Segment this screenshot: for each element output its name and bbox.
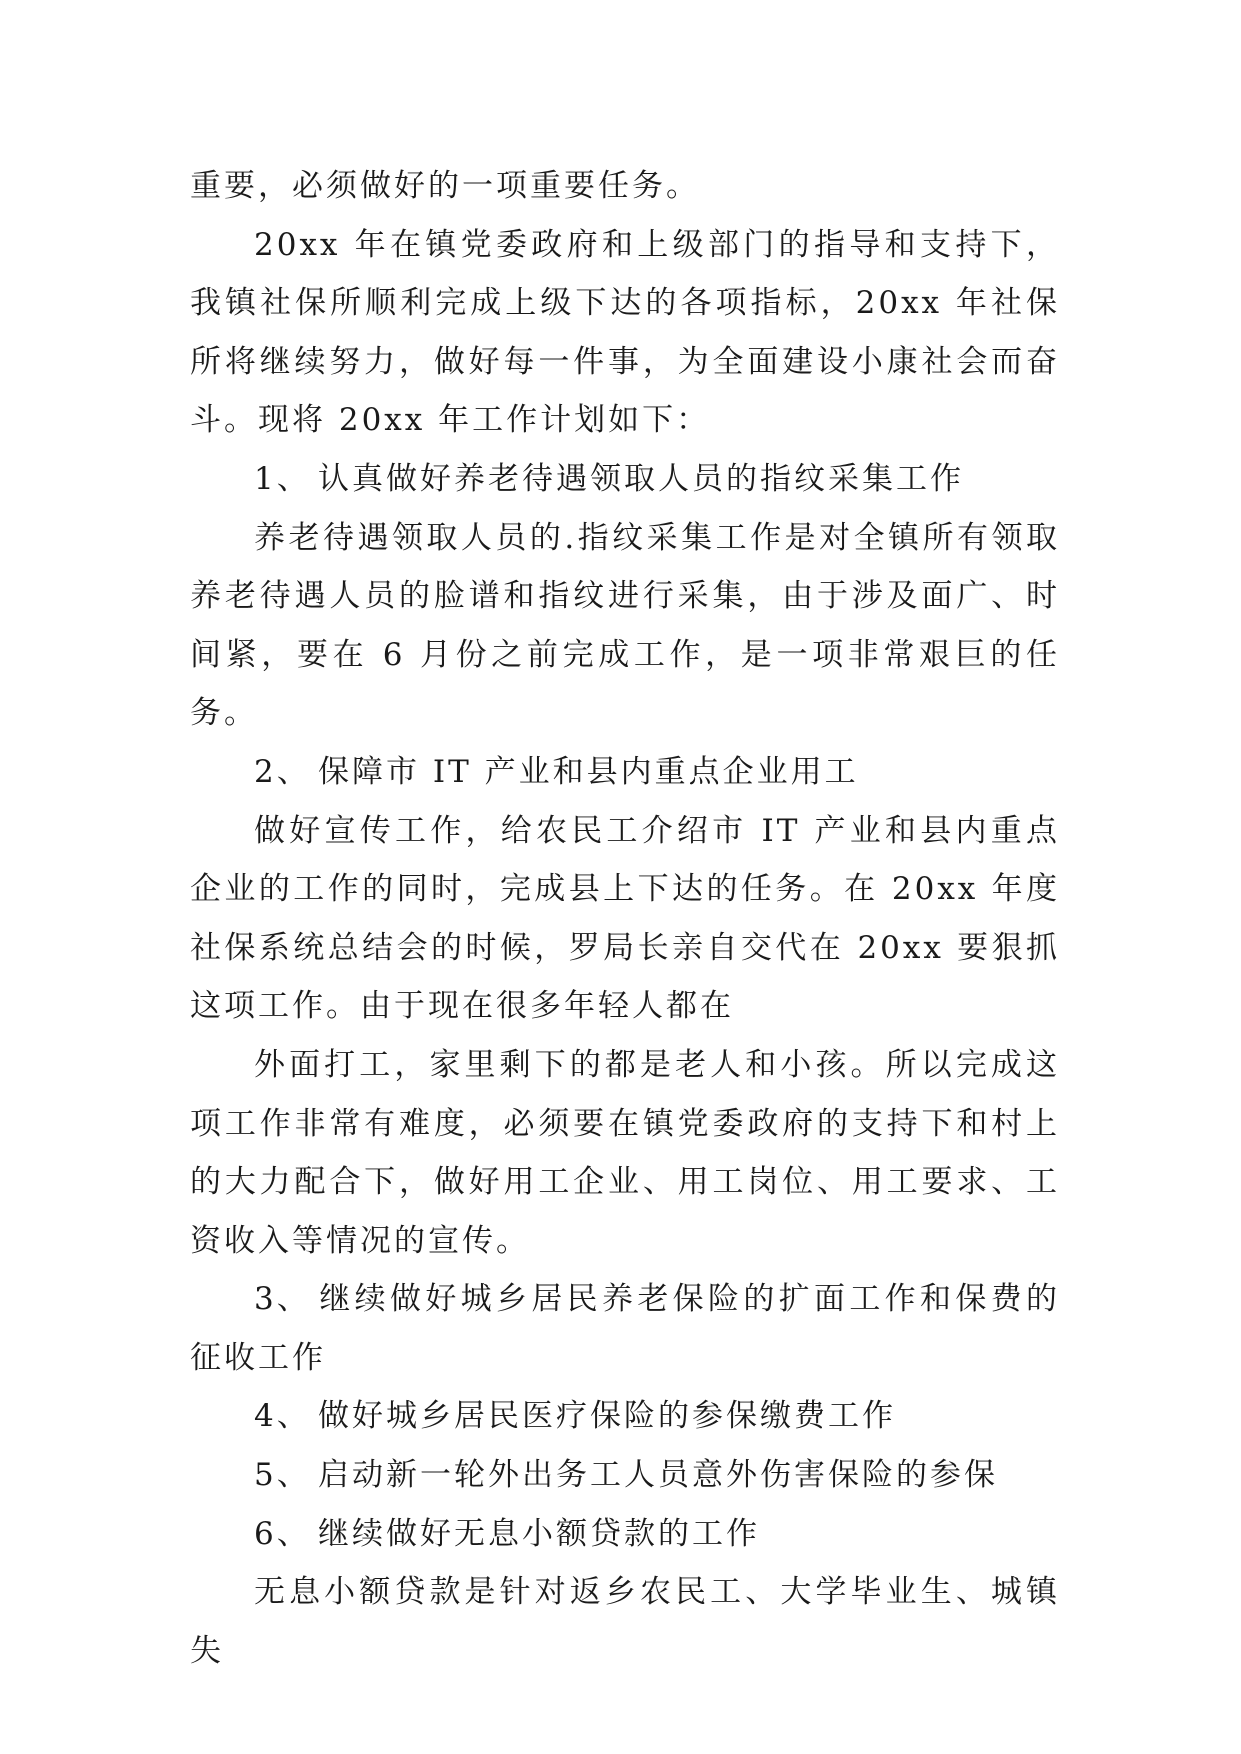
list-item-number: 2、	[254, 753, 311, 790]
list-item-number: 3、	[254, 1281, 311, 1318]
paragraph-text: 20xx 年在镇党委政府和上级部门的指导和支持下，我镇社保所顺利完成上级下达的各项指标，20xx 年社保所将继续努力，做好每一件事，为全面建设小康社会而奋斗。现将 20xx 年工作计划如下：	[190, 226, 1060, 439]
paragraph-text: 重要，必须做好的一项重要任务。	[190, 168, 700, 204]
list-item-number: 1、	[254, 460, 311, 497]
list-item-text: 认真做好养老待遇领取人员的指纹采集工作	[318, 460, 964, 497]
paragraph-text: 养老待遇领取人员的.指纹采集工作是对全镇所有领取养老待遇人员的脸谱和指纹进行采集，由于涉及面广、时间紧，要在 6 月份之前完成工作，是一项非常艰巨的任务。	[190, 519, 1060, 732]
paragraph-text: 无息小额贷款是针对返乡农民工、大学毕业生、城镇失	[190, 1574, 1060, 1669]
list-item-text: 启动新一轮外出务工人员意外伤害保险的参保	[318, 1457, 998, 1494]
list-item-6	[190, 1505, 1060, 1564]
list-item-2	[190, 743, 1060, 802]
paragraph-fingerprint	[190, 509, 1060, 743]
paragraph-continuation	[190, 157, 1060, 216]
list-item-text: 继续做好无息小额贷款的工作	[318, 1515, 760, 1552]
list-item-3	[190, 1270, 1060, 1387]
paragraph-migrant-work	[190, 1036, 1060, 1270]
document-body	[190, 157, 1060, 1680]
paragraph-text: 做好宣传工作，给农民工介绍市 IT 产业和县内重点企业的工作的同时，完成县上下达的任务。在 20xx 年度社保系统总结会的时候，罗局长亲自交代在 20xx 要狠抓这项工作。由于现在很多年轻人都在	[190, 812, 1060, 1025]
list-item-number: 6、	[254, 1515, 311, 1552]
paragraph-publicity	[190, 802, 1060, 1036]
list-item-1	[190, 450, 1060, 509]
list-item-text: 保障市 IT 产业和县内重点企业用工	[318, 753, 859, 790]
paragraph-microloan	[190, 1563, 1060, 1680]
list-item-text: 继续做好城乡居民养老保险的扩面工作和保费的征收工作	[190, 1281, 1060, 1376]
list-item-text: 做好城乡居民医疗保险的参保缴费工作	[318, 1398, 896, 1435]
list-item-5	[190, 1446, 1060, 1505]
paragraph-intro	[190, 216, 1060, 450]
list-item-number: 4、	[254, 1398, 311, 1435]
list-item-4	[190, 1387, 1060, 1446]
paragraph-text: 外面打工，家里剩下的都是老人和小孩。所以完成这项工作非常有难度，必须要在镇党委政府的支持下和村上的大力配合下，做好用工企业、用工岗位、用工要求、工资收入等情况的宣传。	[190, 1046, 1060, 1259]
list-item-number: 5、	[254, 1457, 311, 1494]
